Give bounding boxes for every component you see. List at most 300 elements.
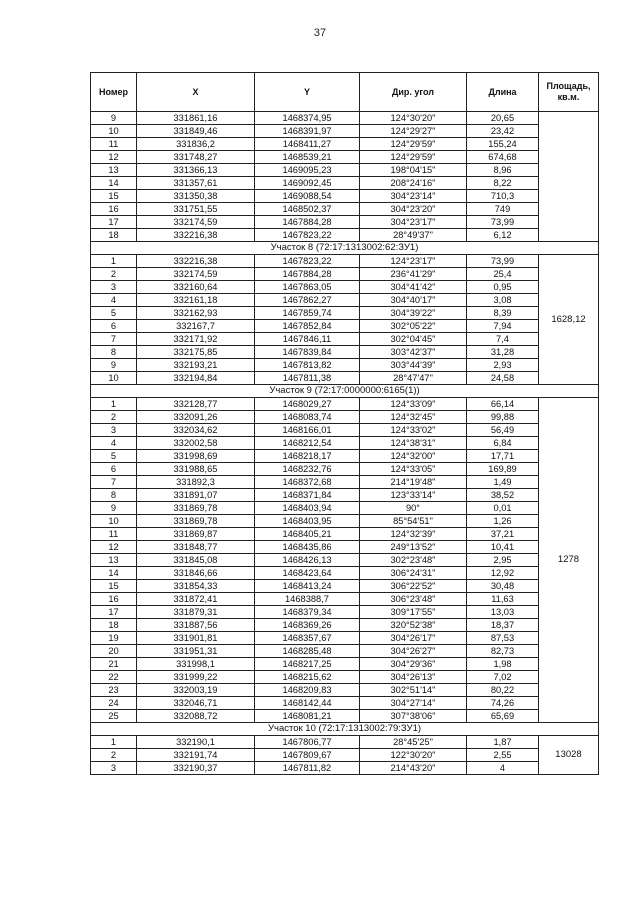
- cell-direction-angle: 28°45'25": [360, 736, 467, 749]
- table-row: [91, 307, 599, 320]
- cell-y: 1468232,76: [255, 463, 360, 476]
- cell-x: 331869,78: [137, 515, 255, 528]
- cell-y: 1467823,22: [255, 229, 360, 242]
- cell-number: 7: [91, 476, 137, 489]
- table-row: [91, 190, 599, 203]
- cell-number: 6: [91, 320, 137, 333]
- cell-length: 0,01: [467, 502, 539, 515]
- cell-number: 1: [91, 255, 137, 268]
- cell-direction-angle: 124°33'09": [360, 398, 467, 411]
- table-row: [91, 528, 599, 541]
- cell-y: 1468403,95: [255, 515, 360, 528]
- cell-length: 1,26: [467, 515, 539, 528]
- cell-number: 3: [91, 762, 137, 775]
- cell-direction-angle: 309°17'55": [360, 606, 467, 619]
- cell-y: 1469095,23: [255, 164, 360, 177]
- cell-length: 31,28: [467, 346, 539, 359]
- cell-direction-angle: 304°23'20": [360, 203, 467, 216]
- cell-direction-angle: 304°23'14": [360, 190, 467, 203]
- table-row: [91, 411, 599, 424]
- cell-number: 8: [91, 489, 137, 502]
- cell-length: 0,95: [467, 281, 539, 294]
- table-row: [91, 294, 599, 307]
- cell-y: 1468372,68: [255, 476, 360, 489]
- cell-direction-angle: 28°49'37": [360, 229, 467, 242]
- cell-number: 13: [91, 164, 137, 177]
- cell-x: 332003,19: [137, 684, 255, 697]
- cell-length: 12,92: [467, 567, 539, 580]
- cell-length: 37,21: [467, 528, 539, 541]
- cell-number: 15: [91, 580, 137, 593]
- cell-direction-angle: 124°32'00": [360, 450, 467, 463]
- cell-y: 1468142,44: [255, 697, 360, 710]
- table-row: [91, 151, 599, 164]
- table-body: [91, 112, 599, 775]
- cell-number: 2: [91, 411, 137, 424]
- cell-x: 332174,59: [137, 268, 255, 281]
- cell-length: 169,89: [467, 463, 539, 476]
- cell-length: 8,96: [467, 164, 539, 177]
- cell-y: 1468435,86: [255, 541, 360, 554]
- cell-number: 19: [91, 632, 137, 645]
- cell-y: 1469092,45: [255, 177, 360, 190]
- cell-direction-angle: 304°23'17": [360, 216, 467, 229]
- cell-number: 18: [91, 229, 137, 242]
- cell-direction-angle: 303°44'39": [360, 359, 467, 372]
- cell-number: 21: [91, 658, 137, 671]
- table-row: [91, 229, 599, 242]
- table-row: [91, 398, 599, 411]
- cell-direction-angle: 304°40'17": [360, 294, 467, 307]
- cell-length: 38,52: [467, 489, 539, 502]
- cell-area: 13028: [539, 736, 599, 775]
- cell-y: 1468423,64: [255, 567, 360, 580]
- cell-number: 24: [91, 697, 137, 710]
- cell-y: 1468369,26: [255, 619, 360, 632]
- cell-x: 331848,77: [137, 541, 255, 554]
- cell-direction-angle: 304°29'36": [360, 658, 467, 671]
- cell-length: 6,84: [467, 437, 539, 450]
- cell-length: 56,49: [467, 424, 539, 437]
- cell-y: 1467846,11: [255, 333, 360, 346]
- cell-x: 332191,74: [137, 749, 255, 762]
- section-header-row: [91, 242, 599, 255]
- cell-length: 7,94: [467, 320, 539, 333]
- header-number: Номер: [91, 73, 137, 112]
- cell-direction-angle: 124°29'59": [360, 151, 467, 164]
- cell-y: 1467811,82: [255, 762, 360, 775]
- cell-y: 1467884,28: [255, 216, 360, 229]
- cell-x: 332160,64: [137, 281, 255, 294]
- cell-direction-angle: 320°52'38": [360, 619, 467, 632]
- cell-x: 332190,1: [137, 736, 255, 749]
- cell-x: 331861,16: [137, 112, 255, 125]
- cell-number: 3: [91, 281, 137, 294]
- section-title: Участок 8 (72:17:1313002:62:ЗУ1): [91, 242, 599, 255]
- cell-x: 331999,22: [137, 671, 255, 684]
- cell-x: 332088,72: [137, 710, 255, 723]
- table-row: [91, 541, 599, 554]
- cell-y: 1468209,83: [255, 684, 360, 697]
- cell-number: 17: [91, 216, 137, 229]
- section-header-row: [91, 385, 599, 398]
- table-row: [91, 138, 599, 151]
- cell-direction-angle: 304°27'14": [360, 697, 467, 710]
- cell-direction-angle: 124°23'17": [360, 255, 467, 268]
- cell-number: 23: [91, 684, 137, 697]
- cell-y: 1467884,28: [255, 268, 360, 281]
- table-row: [91, 736, 599, 749]
- table-row: [91, 476, 599, 489]
- cell-y: 1468285,48: [255, 645, 360, 658]
- cell-number: 2: [91, 749, 137, 762]
- cell-y: 1468411,27: [255, 138, 360, 151]
- cell-y: 1467813,82: [255, 359, 360, 372]
- cell-length: 73,99: [467, 255, 539, 268]
- cell-y: 1467809,67: [255, 749, 360, 762]
- table-header-row: [91, 73, 599, 112]
- table-row: [91, 450, 599, 463]
- cell-direction-angle: 124°33'02": [360, 424, 467, 437]
- cell-number: 3: [91, 424, 137, 437]
- cell-number: 12: [91, 151, 137, 164]
- cell-direction-angle: 307°38'06": [360, 710, 467, 723]
- cell-direction-angle: 85°54'51": [360, 515, 467, 528]
- cell-y: 1468502,37: [255, 203, 360, 216]
- cell-length: 17,71: [467, 450, 539, 463]
- cell-direction-angle: 249°13'52": [360, 541, 467, 554]
- table-row: [91, 372, 599, 385]
- cell-number: 10: [91, 125, 137, 138]
- cell-y: 1468413,24: [255, 580, 360, 593]
- cell-x: 331845,08: [137, 554, 255, 567]
- cell-length: 20,65: [467, 112, 539, 125]
- cell-y: 1468218,17: [255, 450, 360, 463]
- cell-number: 1: [91, 398, 137, 411]
- table-row: [91, 177, 599, 190]
- cell-y: 1468357,67: [255, 632, 360, 645]
- table-row: [91, 619, 599, 632]
- table-row: [91, 593, 599, 606]
- cell-number: 9: [91, 112, 137, 125]
- cell-y: 1468391,97: [255, 125, 360, 138]
- header-x: X: [137, 73, 255, 112]
- cell-y: 1468426,13: [255, 554, 360, 567]
- cell-length: 1,98: [467, 658, 539, 671]
- cell-x: 332091,26: [137, 411, 255, 424]
- cell-x: 331879,31: [137, 606, 255, 619]
- section-title: Участок 9 (72:17:0000000:6165(1)): [91, 385, 599, 398]
- table-row: [91, 567, 599, 580]
- section-header-row: [91, 723, 599, 736]
- cell-x: 332194,84: [137, 372, 255, 385]
- table-row: [91, 463, 599, 476]
- coordinates-table: [90, 72, 599, 775]
- cell-direction-angle: 208°24'16": [360, 177, 467, 190]
- cell-x: 332171,92: [137, 333, 255, 346]
- cell-direction-angle: 302°51'14": [360, 684, 467, 697]
- cell-direction-angle: 122°30'20": [360, 749, 467, 762]
- cell-number: 2: [91, 268, 137, 281]
- cell-length: 18,37: [467, 619, 539, 632]
- cell-number: 18: [91, 619, 137, 632]
- cell-number: 17: [91, 606, 137, 619]
- table-row: [91, 697, 599, 710]
- cell-x: 331366,13: [137, 164, 255, 177]
- cell-y: 1468374,95: [255, 112, 360, 125]
- cell-number: 4: [91, 437, 137, 450]
- cell-y: 1469088,54: [255, 190, 360, 203]
- cell-number: 16: [91, 203, 137, 216]
- table-row: [91, 749, 599, 762]
- cell-length: 8,22: [467, 177, 539, 190]
- cell-length: 1,49: [467, 476, 539, 489]
- cell-number: 25: [91, 710, 137, 723]
- table-row: [91, 632, 599, 645]
- cell-length: 10,41: [467, 541, 539, 554]
- header-area: Площадь, кв.м.: [539, 73, 599, 112]
- cell-x: 332216,38: [137, 255, 255, 268]
- cell-length: 674,68: [467, 151, 539, 164]
- cell-y: 1468081,21: [255, 710, 360, 723]
- cell-direction-angle: 124°32'45": [360, 411, 467, 424]
- table-row: [91, 658, 599, 671]
- cell-x: 331872,41: [137, 593, 255, 606]
- cell-length: 8,39: [467, 307, 539, 320]
- cell-length: 710,3: [467, 190, 539, 203]
- cell-length: 7,4: [467, 333, 539, 346]
- cell-direction-angle: 124°38'31": [360, 437, 467, 450]
- cell-direction-angle: 124°32'39": [360, 528, 467, 541]
- cell-length: 13,03: [467, 606, 539, 619]
- cell-y: 1467811,38: [255, 372, 360, 385]
- cell-y: 1468388,7: [255, 593, 360, 606]
- cell-length: 30,48: [467, 580, 539, 593]
- cell-direction-angle: 124°29'59": [360, 138, 467, 151]
- cell-direction-angle: 306°24'31": [360, 567, 467, 580]
- cell-x: 331901,81: [137, 632, 255, 645]
- table-row: [91, 554, 599, 567]
- cell-y: 1468166,01: [255, 424, 360, 437]
- cell-length: 2,55: [467, 749, 539, 762]
- cell-number: 14: [91, 177, 137, 190]
- cell-area: 1628,12: [539, 255, 599, 385]
- cell-y: 1467852,84: [255, 320, 360, 333]
- cell-number: 6: [91, 463, 137, 476]
- cell-direction-angle: 198°04'15": [360, 164, 467, 177]
- cell-number: 1: [91, 736, 137, 749]
- cell-y: 1467862,27: [255, 294, 360, 307]
- cell-number: 10: [91, 372, 137, 385]
- cell-number: 4: [91, 294, 137, 307]
- cell-y: 1468379,34: [255, 606, 360, 619]
- cell-length: 6,12: [467, 229, 539, 242]
- cell-number: 13: [91, 554, 137, 567]
- table-row: [91, 333, 599, 346]
- cell-y: 1468029,27: [255, 398, 360, 411]
- page-number: 37: [313, 27, 327, 39]
- cell-direction-angle: 304°26'27": [360, 645, 467, 658]
- cell-length: 3,08: [467, 294, 539, 307]
- cell-direction-angle: 214°19'48": [360, 476, 467, 489]
- cell-x: 332161,18: [137, 294, 255, 307]
- cell-x: 332002,58: [137, 437, 255, 450]
- cell-y: 1467823,22: [255, 255, 360, 268]
- cell-x: 331891,07: [137, 489, 255, 502]
- cell-area: [539, 112, 599, 242]
- cell-length: 73,99: [467, 216, 539, 229]
- cell-number: 16: [91, 593, 137, 606]
- cell-x: 331887,56: [137, 619, 255, 632]
- cell-direction-angle: 304°26'13": [360, 671, 467, 684]
- cell-y: 1468539,21: [255, 151, 360, 164]
- table-row: [91, 606, 599, 619]
- cell-x: 332193,21: [137, 359, 255, 372]
- cell-number: 11: [91, 528, 137, 541]
- cell-number: 8: [91, 346, 137, 359]
- cell-y: 1468405,21: [255, 528, 360, 541]
- cell-number: 11: [91, 138, 137, 151]
- cell-x: 331846,66: [137, 567, 255, 580]
- cell-x: 331998,1: [137, 658, 255, 671]
- cell-x: 331849,46: [137, 125, 255, 138]
- cell-direction-angle: 303°42'37": [360, 346, 467, 359]
- cell-x: 332162,93: [137, 307, 255, 320]
- cell-number: 5: [91, 450, 137, 463]
- cell-y: 1468212,54: [255, 437, 360, 450]
- cell-length: 82,73: [467, 645, 539, 658]
- cell-x: 331836,2: [137, 138, 255, 151]
- cell-y: 1468215,62: [255, 671, 360, 684]
- table-row: [91, 281, 599, 294]
- table-row: [91, 203, 599, 216]
- cell-direction-angle: 124°33'05": [360, 463, 467, 476]
- cell-direction-angle: 306°22'52": [360, 580, 467, 593]
- cell-x: 332167,7: [137, 320, 255, 333]
- table-row: [91, 515, 599, 528]
- cell-number: 10: [91, 515, 137, 528]
- cell-y: 1468403,94: [255, 502, 360, 515]
- cell-direction-angle: 214°43'20": [360, 762, 467, 775]
- cell-length: 11,63: [467, 593, 539, 606]
- table-row: [91, 437, 599, 450]
- header-direction-angle: Дир. угол: [360, 73, 467, 112]
- cell-direction-angle: 302°23'48": [360, 554, 467, 567]
- cell-x: 331988,65: [137, 463, 255, 476]
- cell-x: 331869,78: [137, 502, 255, 515]
- cell-x: 332175,85: [137, 346, 255, 359]
- cell-direction-angle: 306°23'48": [360, 593, 467, 606]
- cell-number: 14: [91, 567, 137, 580]
- cell-length: 65,69: [467, 710, 539, 723]
- table-row: [91, 112, 599, 125]
- table-row: [91, 255, 599, 268]
- cell-x: 331892,3: [137, 476, 255, 489]
- table-row: [91, 320, 599, 333]
- cell-number: 12: [91, 541, 137, 554]
- cell-length: 2,93: [467, 359, 539, 372]
- table-row: [91, 710, 599, 723]
- cell-direction-angle: 90°: [360, 502, 467, 515]
- cell-number: 9: [91, 359, 137, 372]
- cell-number: 9: [91, 502, 137, 515]
- table-row: [91, 645, 599, 658]
- cell-direction-angle: 124°29'27": [360, 125, 467, 138]
- cell-length: 66,14: [467, 398, 539, 411]
- cell-direction-angle: 236°41'29": [360, 268, 467, 281]
- cell-number: 7: [91, 333, 137, 346]
- cell-direction-angle: 123°33'14": [360, 489, 467, 502]
- table-row: [91, 489, 599, 502]
- cell-length: 7,02: [467, 671, 539, 684]
- header-length: Длина: [467, 73, 539, 112]
- cell-direction-angle: 124°30'20": [360, 112, 467, 125]
- table-row: [91, 684, 599, 697]
- table-row: [91, 216, 599, 229]
- cell-y: 1467859,74: [255, 307, 360, 320]
- cell-number: 22: [91, 671, 137, 684]
- table-row: [91, 580, 599, 593]
- cell-x: 332046,71: [137, 697, 255, 710]
- cell-number: 20: [91, 645, 137, 658]
- cell-x: 332034,62: [137, 424, 255, 437]
- cell-x: 332216,38: [137, 229, 255, 242]
- cell-x: 331748,27: [137, 151, 255, 164]
- cell-direction-angle: 304°39'22": [360, 307, 467, 320]
- table-row: [91, 125, 599, 138]
- cell-direction-angle: 302°04'45": [360, 333, 467, 346]
- cell-length: 23,42: [467, 125, 539, 138]
- cell-x: 331751,55: [137, 203, 255, 216]
- cell-area: 1278: [539, 398, 599, 723]
- section-title: Участок 10 (72:17:1313002:79:ЗУ1): [91, 723, 599, 736]
- cell-y: 1467863,05: [255, 281, 360, 294]
- table-row: [91, 762, 599, 775]
- cell-length: 155,24: [467, 138, 539, 151]
- cell-length: 25,4: [467, 268, 539, 281]
- cell-x: 331951,31: [137, 645, 255, 658]
- cell-y: 1468083,74: [255, 411, 360, 424]
- cell-x: 331357,61: [137, 177, 255, 190]
- cell-length: 2,95: [467, 554, 539, 567]
- cell-length: 4: [467, 762, 539, 775]
- cell-length: 749: [467, 203, 539, 216]
- cell-length: 99,88: [467, 411, 539, 424]
- cell-direction-angle: 304°26'17": [360, 632, 467, 645]
- cell-x: 331350,38: [137, 190, 255, 203]
- cell-length: 87,53: [467, 632, 539, 645]
- cell-y: 1467839,84: [255, 346, 360, 359]
- cell-x: 331998,69: [137, 450, 255, 463]
- cell-length: 24,58: [467, 372, 539, 385]
- cell-direction-angle: 302°05'22": [360, 320, 467, 333]
- cell-number: 5: [91, 307, 137, 320]
- table-row: [91, 268, 599, 281]
- cell-x: 332190,37: [137, 762, 255, 775]
- table-row: [91, 164, 599, 177]
- cell-length: 1,87: [467, 736, 539, 749]
- table-row: [91, 671, 599, 684]
- cell-y: 1468217,25: [255, 658, 360, 671]
- cell-x: 332128,77: [137, 398, 255, 411]
- table-row: [91, 359, 599, 372]
- cell-y: 1468371,84: [255, 489, 360, 502]
- cell-direction-angle: 28°47'47": [360, 372, 467, 385]
- cell-length: 74,26: [467, 697, 539, 710]
- table-row: [91, 502, 599, 515]
- table-row: [91, 424, 599, 437]
- header-y: Y: [255, 73, 360, 112]
